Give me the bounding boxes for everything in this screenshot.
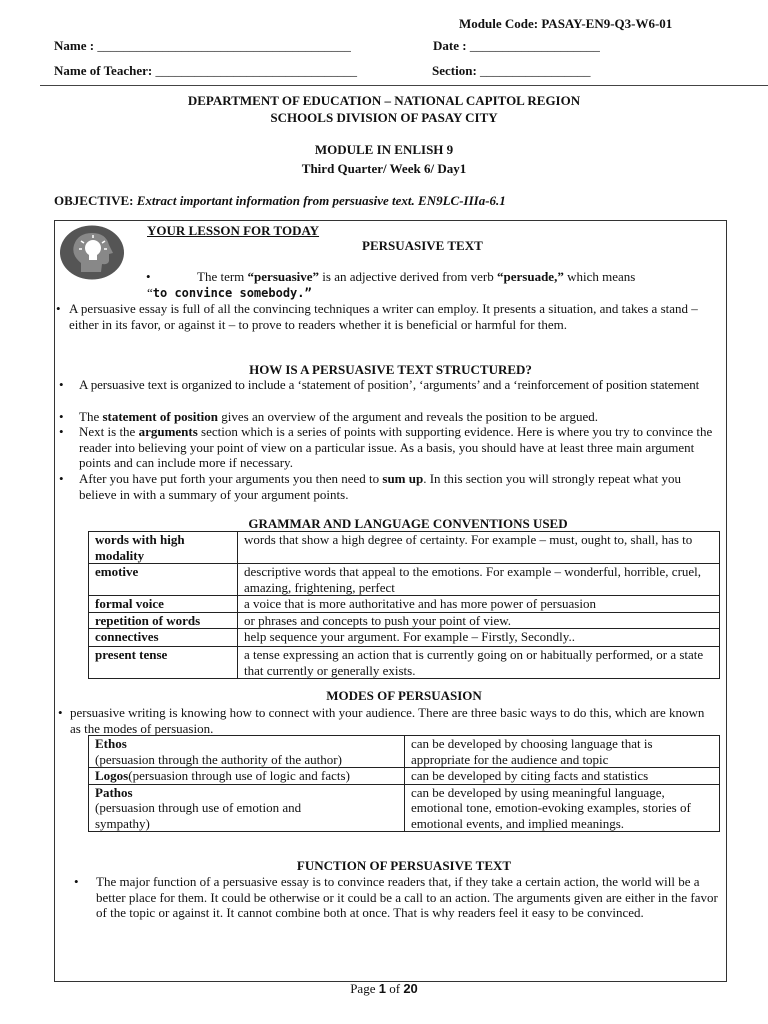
- page-total: 20: [403, 981, 418, 996]
- bullet-text-a: Next is the: [79, 424, 139, 439]
- ethos-sub: (persuasion through the authority of the author): [95, 751, 342, 767]
- structure-bullet-2: [59, 409, 719, 425]
- grammar-heading: GRAMMAR AND LANGUAGE CONVENTIONS USED: [248, 516, 568, 531]
- def-cell: a voice that is more authoritative and has more power of persuasion: [238, 596, 720, 613]
- def-cell: can be developed by using meaningful language, emotional tone, emotion-evoking examples, stories of emotional events, and implied meanings.: [405, 784, 720, 832]
- def-cell: words that show a high degree of certainty. For example – must, ought to, shall, has to: [238, 532, 720, 564]
- mode-cell: [89, 736, 405, 768]
- intro-meaning: to convince somebody.”: [152, 286, 312, 300]
- bullet-dot: •: [59, 409, 64, 424]
- bullet-dot: •: [56, 301, 61, 316]
- def-cell: a tense expressing an action that is currently going on or habitually performed, or a state that currently or generally exists.: [238, 647, 720, 679]
- modes-intro: [58, 705, 715, 736]
- mode-cell: [89, 784, 405, 832]
- lesson-title: PERSUASIVE TEXT: [362, 238, 483, 253]
- def-cell: can be developed by choosing language that is appropriate for the audience and topic: [405, 736, 720, 768]
- structure-heading: HOW IS A PERSUASIVE TEXT STRUCTURED?: [249, 362, 532, 377]
- logos-sub: (persuasion through use of logic and facts): [128, 768, 350, 783]
- intro-line-2: [147, 285, 312, 301]
- def-cell: help sequence your argument. For example – Firstly, Secondly..: [238, 629, 720, 647]
- structure-bullet-3: [59, 424, 719, 471]
- logos-term: Logos: [95, 768, 129, 783]
- term-cell: words with high modality: [89, 532, 238, 564]
- header-divider: [40, 85, 768, 86]
- table-row: [89, 532, 720, 564]
- date-line: [433, 38, 600, 54]
- intro-text-e: which means: [563, 269, 636, 284]
- ethos-term: Ethos: [95, 736, 127, 751]
- intro-text-c: is an adjective derived from verb: [319, 269, 498, 284]
- term-cell: formal voice: [89, 596, 238, 613]
- objective-text: Extract important information from persuasive text. EN9LC-IIIa-6.1: [133, 193, 506, 208]
- lightbulb-head-icon: [59, 225, 125, 280]
- bullet-dot: •: [59, 424, 64, 439]
- table-row: [89, 736, 720, 768]
- date-field[interactable]: ____________________: [469, 38, 600, 53]
- table-row: [89, 564, 720, 596]
- bullet-term: statement of position: [102, 409, 219, 424]
- table-row: [89, 629, 720, 647]
- teacher-label: Name of Teacher:: [54, 63, 156, 78]
- bullet-text: A persuasive text is organized to include a ‘statement of position’, ‘arguments’ and a ‘reinforcement of position statement: [79, 377, 700, 392]
- quarter-week: Third Quarter/ Week 6/ Day1: [301, 161, 467, 176]
- grammar-table: [88, 531, 720, 679]
- module-code: Module Code: PASAY-EN9-Q3-W6-01: [459, 16, 673, 31]
- bullet-dot: •: [146, 269, 151, 284]
- table-row: [89, 612, 720, 629]
- bullet-text-c: gives an overview of the argument and reveals the position to be argued.: [218, 409, 599, 424]
- bullet-term: sum up: [382, 471, 424, 486]
- function-bullet: [74, 874, 720, 921]
- persuasive-essay-para: [56, 301, 717, 332]
- bullet-text-c: section which is a series of points with supporting evidence. Here is where you try to convince the reader into believing your point of view on a particular issue. As a basis, you should have at least three main argument points and can include more if necessary.: [79, 424, 713, 470]
- mode-cell: [89, 768, 405, 785]
- of-label: of: [385, 981, 404, 996]
- bullet-dot: •: [59, 377, 64, 392]
- function-heading: FUNCTION OF PERSUASIVE TEXT: [296, 858, 512, 873]
- para-text: A persuasive essay is full of all the convincing techniques a writer can employ. It presents a situation, and takes a stand – either in its favor, or against it – to prove to readers whether it is beneficial or harmful for them.: [69, 301, 698, 332]
- modes-heading: MODES OF PERSUASION: [326, 688, 482, 703]
- bullet-text-c: . In this section you will strongly repeat what you believe in with a summary of your argument points.: [79, 471, 682, 502]
- table-row: [89, 768, 720, 785]
- structure-bullet-1: [59, 377, 719, 393]
- def-cell: descriptive words that appeal to the emotions. For example – wonderful, horrible, cruel, amazing, frightening, perfect: [238, 564, 720, 596]
- intro-line: [197, 269, 635, 285]
- intro-text-a: The term: [197, 269, 248, 284]
- modes-intro-text: persuasive writing is knowing how to connect with your audience. There are three basic ways to do this, which are known as the modes of persuasion.: [70, 705, 705, 736]
- bullet-text-a: The: [79, 409, 103, 424]
- module-title: MODULE IN ENLISH 9: [314, 142, 454, 157]
- objective: [54, 193, 506, 209]
- structure-bullet-4: [59, 471, 721, 502]
- department-title: DEPARTMENT OF EDUCATION – NATIONAL CAPITOL REGION: [187, 93, 581, 108]
- date-label: Date :: [433, 38, 470, 53]
- section-line: [432, 63, 591, 79]
- bullet-text-a: After you have put forth your arguments you then need to: [79, 471, 383, 486]
- name-label: Name :: [54, 38, 98, 53]
- page-footer: [0, 981, 768, 997]
- division-title: SCHOOLS DIVISION OF PASAY CITY: [270, 110, 498, 125]
- page-number: 1: [378, 981, 386, 996]
- def-cell: or phrases and concepts to push your point of view.: [238, 612, 720, 629]
- bullet-dot: •: [59, 471, 64, 486]
- pathos-sub: (persuasion through use of emotion and sympathy): [95, 800, 302, 831]
- modes-table: [88, 735, 720, 832]
- table-row: [89, 647, 720, 679]
- bullet-term: arguments: [138, 424, 198, 439]
- intro-verb: “persuade,”: [497, 269, 564, 284]
- page-label: Page: [350, 981, 379, 996]
- teacher-line: [54, 63, 357, 79]
- table-row: [89, 596, 720, 613]
- objective-label: OBJECTIVE:: [54, 193, 134, 208]
- section-field[interactable]: _________________: [480, 63, 591, 78]
- term-cell: repetition of words: [89, 612, 238, 629]
- intro-term: “persuasive”: [247, 269, 320, 284]
- term-cell: connectives: [89, 629, 238, 647]
- pathos-term: Pathos: [95, 784, 133, 800]
- def-cell: can be developed by citing facts and statistics: [405, 768, 720, 785]
- term-cell: present tense: [89, 647, 238, 679]
- table-row: [89, 784, 720, 832]
- function-text: The major function of a persuasive essay is to convince readers that, if they take a certain action, the world will be a better place for them. It could be otherwise or it could be a call to an action. The arguments given are either in the favor of the topic or against it. It cannot combine both at once. That is why readers feel it easy to be convinced.: [96, 874, 718, 920]
- intro-quote: “: [147, 285, 153, 300]
- term-cell: emotive: [89, 564, 238, 596]
- teacher-field[interactable]: _______________________________: [155, 63, 357, 78]
- name-line: [54, 38, 351, 54]
- section-label: Section:: [432, 63, 481, 78]
- lesson-heading: YOUR LESSON FOR TODAY: [147, 223, 320, 238]
- bullet-dot: •: [74, 874, 79, 889]
- name-field[interactable]: _______________________________________: [97, 38, 351, 53]
- bullet-dot: •: [58, 705, 63, 720]
